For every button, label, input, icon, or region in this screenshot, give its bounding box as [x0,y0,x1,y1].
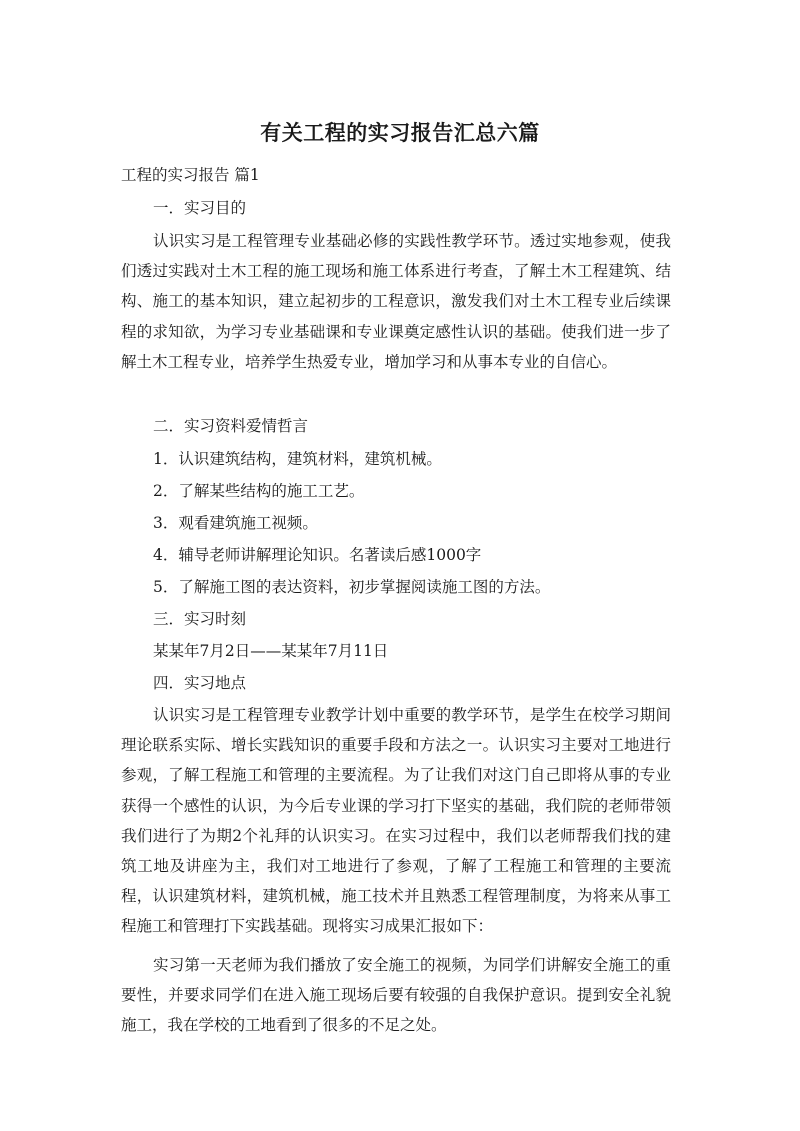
section-heading-location: 四．实习地点 [153,674,247,692]
internship-period: 某某年7月2日——某某年7月11日 [153,642,389,660]
paragraph-purpose: 认识实习是工程管理专业基础必修的实践性教学环节。透过实地参观，使我们透过实践对土木工程的施工现场和施工体系进行考查，了解土木工程建筑、结构、施工的基本知识，建立起初步的工程意识，激发我们对土木工程专业后续课程的求知欲，为学习专业基础课和专业课奠定感性认识的基础。使我们进一步了解土木工程专业，培养学生热爱专业，增加学习和从事本专业的自信心。 [121,232,671,371]
list-item: 2．了解某些结构的施工工艺。 [153,482,365,500]
list-item: 1．认识建筑结构，建筑材料，建筑机械。 [153,450,442,468]
section-heading-content: 二．实习资料爱情哲言 [153,417,309,435]
paragraph-first-day: 实习第一天老师为我们播放了安全施工的视频，为同学们讲解安全施工的重要性，并要求同学们在进入施工现场后要有较强的自我保护意识。提到安全礼貌施工，我在学校的工地看到了很多的不足之处。 [121,956,671,1035]
list-item: 3．观看建筑施工视频。 [153,514,318,532]
report-subtitle: 工程的实习报告 篇1 [121,166,260,184]
document-title: 有关工程的实习报告汇总六篇 [260,121,540,145]
list-item: 4．辅导老师讲解理论知识。名著读后感1000字 [153,546,482,564]
section-heading-purpose: 一．实习目的 [153,199,247,217]
paragraph-location: 认识实习是工程管理专业教学计划中重要的教学环节，是学生在校学习期间理论联系实际、增长实践知识的重要手段和方法之一。认识实习主要对工地进行参观，了解工程施工和管理的主要流程。为了让我们对这门自己即将从事的专业获得一个感性的认识，为今后专业课的学习打下坚实的基础，我们院的老师带领我们进行了为期2个礼拜的认识实习。在实习过程中，我们以老师帮我们找的建筑工地及讲座为主，我们对工地进行了参观，了解了工程施工和管理的主要流程，认识建筑材料，建筑机械，施工技术并且熟悉工程管理制度，为将来从事工程施工和管理打下实践基础。现将实习成果汇报如下： [121,706,671,936]
list-item: 5．了解施工图的表达资料，初步掌握阅读施工图的方法。 [153,578,551,596]
section-heading-time: 三．实习时刻 [153,610,247,628]
